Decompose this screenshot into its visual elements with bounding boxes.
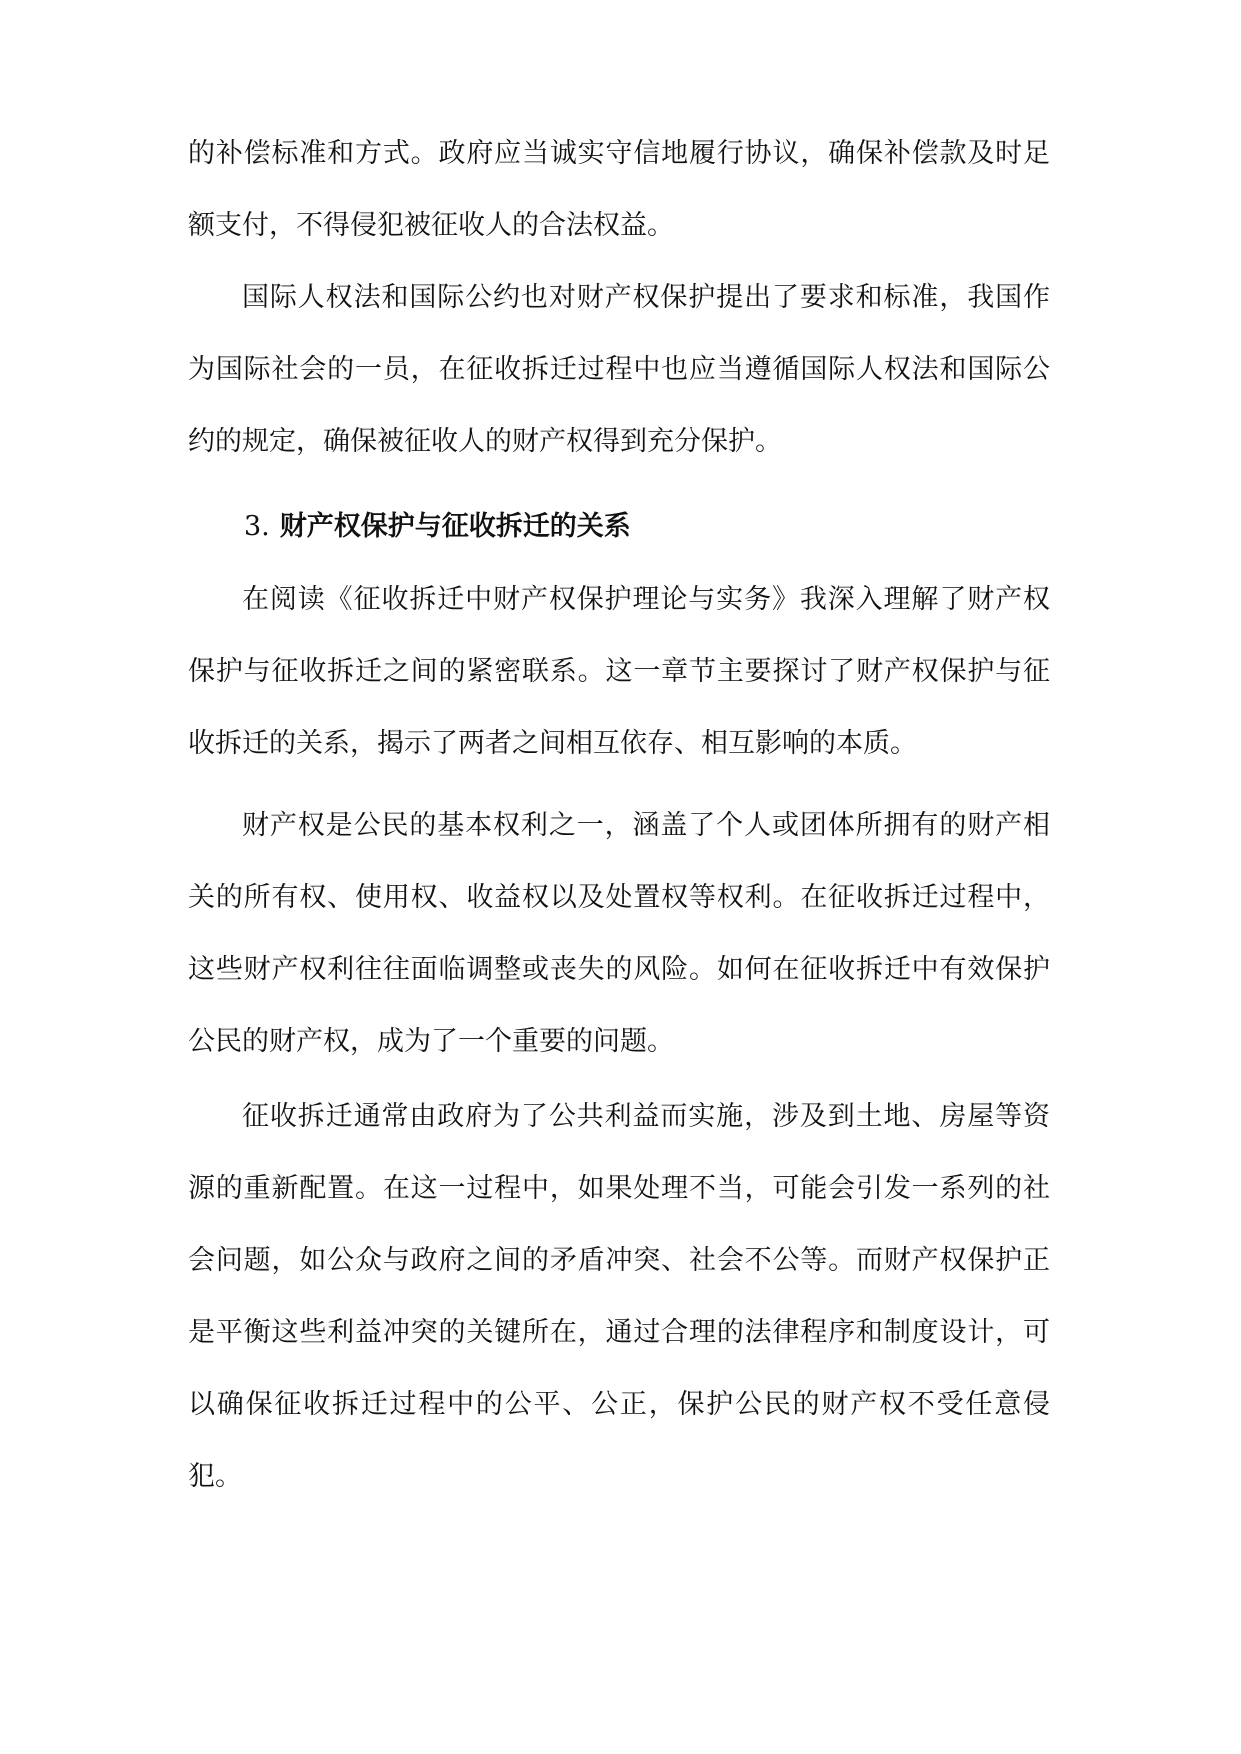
paragraph-reading-reflection: 在阅读《征收拆迁中财产权保护理论与实务》我深入理解了财产权保护与征收拆迁之间的紧密联系。这一章节主要探讨了财产权保护与征收拆迁的关系，揭示了两者之间相互依存、相互影响的本质。 bbox=[188, 584, 1050, 759]
paragraph-compensation-continued: 的补偿标准和方式。政府应当诚实守信地履行协议，确保补偿款及时足额支付，不得侵犯被征收人的合法权益。 bbox=[188, 138, 1050, 241]
section-heading-number: 3. bbox=[244, 511, 270, 542]
paragraph-international-law: 国际人权法和国际公约也对财产权保护提出了要求和标准，我国作为国际社会的一员，在征收拆迁过程中也应当遵循国际人权法和国际公约的规定，确保被征收人的财产权得到充分保护。 bbox=[188, 282, 1050, 457]
section-heading bbox=[244, 491, 1044, 563]
paragraph-expropriation-balance: 征收拆迁通常由政府为了公共利益而实施，涉及到土地、房屋等资源的重新配置。在这一过程中，如果处理不当，可能会引发一系列的社会问题，如公众与政府之间的矛盾冲突、社会不公等。而财产权保护正是平衡这些利益冲突的关键所在，通过合理的法律程序和制度设计，可以确保征收拆迁过程中的公平、公正，保护公民的财产权不受任意侵犯。 bbox=[188, 1101, 1050, 1492]
paragraph-property-rights: 财产权是公民的基本权利之一，涵盖了个人或团体所拥有的财产相关的所有权、使用权、收益权以及处置权等权利。在征收拆迁过程中，这些财产权利往往面临调整或丧失的风险。如何在征收拆迁中有效保护公民的财产权，成为了一个重要的问题。 bbox=[188, 810, 1050, 1057]
section-heading-title: 财产权保护与征收拆迁的关系 bbox=[279, 511, 631, 542]
